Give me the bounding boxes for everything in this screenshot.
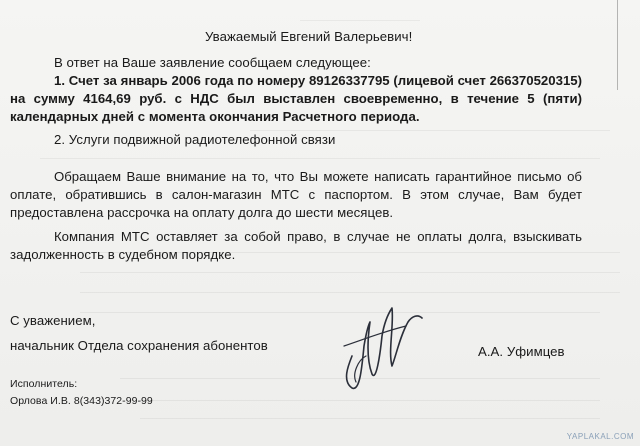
closing-text: С уважением, [10,313,96,328]
point-1-line-3: календарных дней с момента окончания Расчетного периода. [10,109,420,124]
point-1-line-1: 1. Счет за январь 2006 года по номеру 89126337795 (лицевой счет 266370520315) [54,73,582,88]
paragraph-2-line-1: Компания МТС оставляет за собой право, в случае не оплаты долга, взыскивать [54,229,582,244]
paragraph-2-line-2: задолженность в судебном порядке. [10,247,236,262]
point-2-text: 2. Услуги подвижной радиотелефонной связи [54,132,336,147]
executor-label: Исполнитель: [10,378,78,390]
paragraph-1-line-3: предоставлена рассрочка на оплату долга до шести месяцев. [10,205,394,220]
signer-position: начальник Отдела сохранения абонентов [10,338,268,353]
paragraph-1-line-2: оплате, обратившись в салон-магазин МТС с паспортом. В этом случае, Вам будет [10,187,582,202]
signature-image [322,296,432,396]
paragraph-1-line-1: Обращаем Ваше внимание на то, что Вы можете написать гарантийное письмо об [54,169,582,184]
point-1-line-2: на сумму 4164,69 руб. с НДС был выставлен своевременно, в течение 5 (пяти) [10,91,582,106]
page-fold-line [617,0,618,90]
executor-contact: Орлова И.В. 8(343)372-99-99 [10,395,153,407]
intro-text: В ответ на Ваше заявление сообщаем следующее: [54,55,371,70]
signer-name: А.А. Уфимцев [478,344,565,359]
watermark-text: YAPLAKAL.COM [566,432,634,441]
salutation: Уважаемый Евгений Валерьевич! [205,29,413,44]
